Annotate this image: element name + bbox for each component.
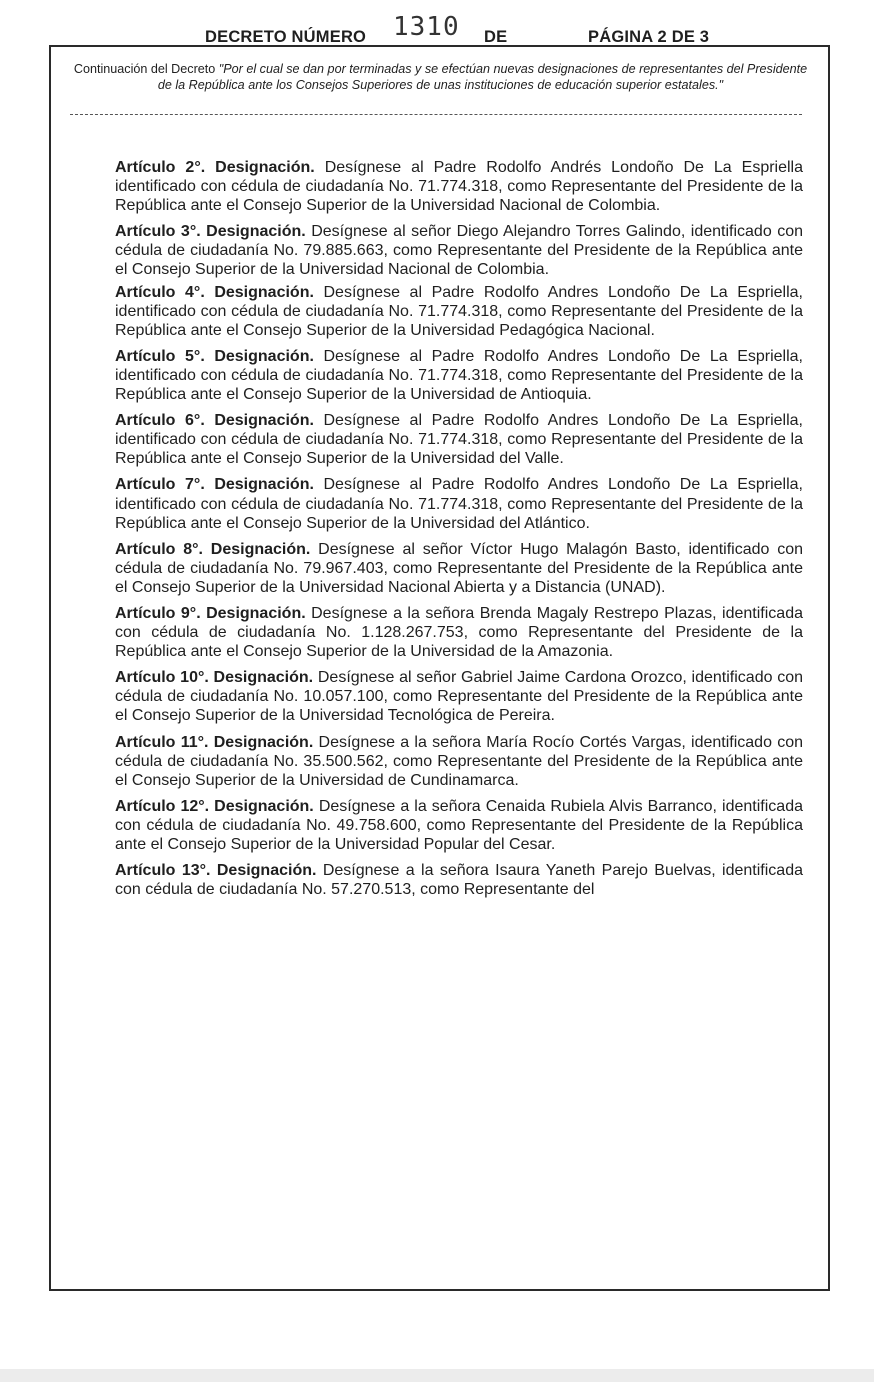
article-heading: Artículo 2°. Designación. bbox=[115, 159, 315, 176]
article-8 bbox=[115, 540, 803, 597]
article-text: Desígnese a la señora María Rocío Cortés Vargas, identificado con cédula de ciudadanía No. 35.500.562, como Representante del Presidente de la República ante el Consejo Superior de la Universidad de Cundinamarca. bbox=[115, 733, 804, 789]
article-3 bbox=[115, 222, 803, 279]
article-7 bbox=[115, 475, 803, 532]
article-text: Desígnese a la señora Brenda Magaly Restrepo Plazas, identificada con cédula de ciudadanía No. 1.128.267.753, como Representante del Presidente de la República ante el Consejo Superior de la Universidad de la Amazonia. bbox=[115, 604, 803, 661]
article-11 bbox=[115, 733, 803, 790]
article-5 bbox=[115, 347, 803, 404]
article-text: Desígnese al Padre Rodolfo Andres Londoño De La Espriella, identificado con cédula de ciudadanía No. 71.774.318, como Representante del Presidente de la República ante el Consejo Superior de la Universidad del Valle. bbox=[115, 412, 803, 468]
article-text: Desígnese al Padre Rodolfo Andres Londoño De La Espriella, identificado con cédula de ciudadanía No. 71.774.318, como Representante del Presidente de la República ante el Consejo Superior de la Universidad Pedagógica Nacional. bbox=[115, 283, 803, 339]
article-heading: Artículo 7°. Designación. bbox=[115, 476, 314, 494]
article-text: Desígnese a la señora Isaura Yaneth Parejo Buelvas, identificada con cédula de ciudadanía No. 57.270.513, como Representante del bbox=[115, 862, 803, 899]
article-12 bbox=[115, 797, 803, 854]
article-6 bbox=[115, 411, 803, 468]
article-heading: Artículo 9°. Designación. bbox=[115, 604, 306, 622]
article-heading: Artículo 5°. Designación. bbox=[115, 347, 314, 365]
article-heading: Artículo 6°. Designación. bbox=[115, 412, 314, 430]
decree-title: "Por el cual se dan por terminadas y se efectúan nuevas designaciones de representantes del Presidente de la República ante los Consejos Superiores de unas instituciones de educación superior estatales." bbox=[157, 62, 808, 92]
article-4 bbox=[115, 283, 803, 340]
article-text: Desígnese al señor Víctor Hugo Malagón Basto, identificado con cédula de ciudadanía No. 79.967.403, como Representante del Presidente de la República ante el Consejo Superior de la Universidad Nacional Abierta y a Distancia (UNAD). bbox=[115, 540, 803, 596]
article-9 bbox=[115, 604, 803, 661]
article-heading: Artículo 4°. Designación. bbox=[115, 283, 314, 301]
article-heading: Artículo 8°. Designación. bbox=[115, 540, 311, 558]
continuation-note bbox=[68, 61, 813, 93]
article-heading: Artículo 13°. Designación. bbox=[115, 862, 317, 880]
articles-body bbox=[115, 158, 803, 899]
article-text: Desígnese al Padre Rodolfo Andres Londoño De La Espriella, identificado con cédula de ciudadanía No. 71.774.318, como Representante del Presidente de la República ante el Consejo Superior de la Universidad de Antioquia. bbox=[115, 347, 803, 404]
article-text: Desígnese a la señora Cenaida Rubiela Alvis Barranco, identificada con cédula de ciudadanía No. 49.758.600, como Representante del Presidente de la República ante el Consejo Superior de la Universidad Popular del Cesar. bbox=[115, 797, 803, 853]
article-heading: Artículo 11°. Designación. bbox=[115, 733, 314, 751]
article-heading: Artículo 12°. Designación. bbox=[115, 797, 314, 815]
article-text: Desígnese al Padre Rodolfo Andrés Londoño De La Espriella identificado con cédula de ciudadanía No. 71.774.318, como Representante del Presidente de la República ante el Consejo Superior de la Universidad Nacional de Colombia. bbox=[115, 159, 804, 215]
decree-number: 1310 bbox=[393, 12, 460, 42]
scan-edge bbox=[0, 1369, 874, 1382]
page-indicator: PÁGINA 2 DE 3 bbox=[588, 28, 710, 46]
decree-label: DECRETO NÚMERO bbox=[205, 28, 367, 46]
article-text: Desígnese al señor Diego Alejandro Torres Galindo, identificado con cédula de ciudadanía No. 79.885.663, como Representante del Presidente de la República ante el Consejo Superior de la Universidad Nacional de Colombia. bbox=[115, 223, 803, 279]
article-heading: Artículo 3°. Designación. bbox=[115, 223, 306, 241]
article-13 bbox=[115, 861, 803, 899]
article-heading: Artículo 10°. Designación. bbox=[115, 669, 314, 687]
page-header bbox=[0, 10, 874, 50]
article-10 bbox=[115, 668, 803, 725]
dashed-divider bbox=[70, 114, 802, 115]
article-text: Desígnese al señor Gabriel Jaime Cardona Orozco, identificado con cédula de ciudadanía No. 10.057.100, como Representante del Presidente de la República ante el Consejo Superior de la Universidad Tecnológica de Pereira. bbox=[115, 669, 804, 725]
article-2 bbox=[115, 158, 803, 215]
de-label: DE bbox=[484, 28, 508, 46]
article-text: Desígnese al Padre Rodolfo Andres Londoño De La Espriella, identificado con cédula de ciudadanía No. 71.774.318, como Representante del Presidente de la República ante el Consejo Superior de la Universidad del Atlántico. bbox=[115, 476, 803, 532]
continuation-intro: Continuación del Decreto bbox=[73, 62, 216, 76]
